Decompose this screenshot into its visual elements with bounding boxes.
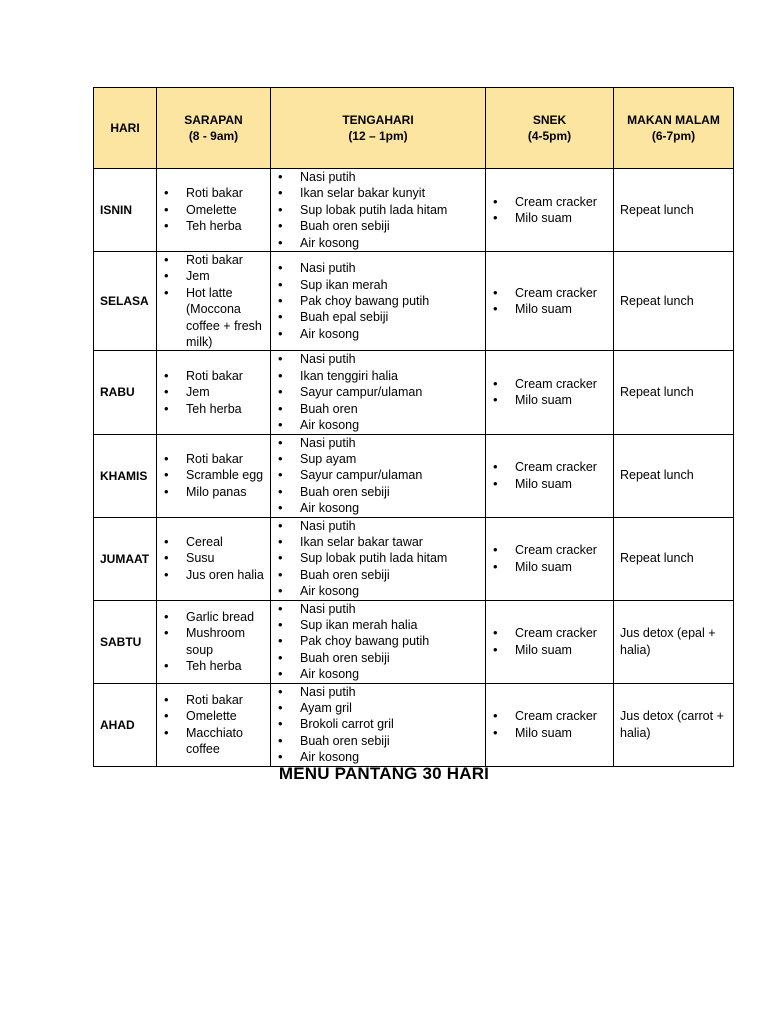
tengahari-cell bbox=[271, 434, 486, 517]
day-cell: SELASA bbox=[94, 252, 157, 351]
snek-list bbox=[486, 285, 613, 318]
tengahari-cell bbox=[271, 351, 486, 434]
sarapan-cell bbox=[157, 434, 271, 517]
list-item: • Hot latte (Moccona coffee + fresh milk) bbox=[157, 285, 266, 351]
table-row bbox=[94, 683, 734, 766]
sarapan-cell bbox=[157, 169, 271, 252]
tengahari-list bbox=[271, 435, 485, 517]
list-item: • Nasi putih bbox=[271, 435, 481, 451]
list-item: • Sayur campur/ulaman bbox=[271, 384, 481, 400]
list-item: • Nasi putih bbox=[271, 518, 481, 534]
list-item: • Teh herba bbox=[157, 658, 266, 674]
list-item: • Milo suam bbox=[486, 725, 609, 741]
snek-list bbox=[486, 459, 613, 492]
tengahari-list bbox=[271, 601, 485, 683]
sarapan-list bbox=[157, 534, 270, 583]
list-item: • Jus oren halia bbox=[157, 567, 266, 583]
snek-cell bbox=[486, 434, 614, 517]
tengahari-list bbox=[271, 684, 485, 766]
tengahari-cell bbox=[271, 600, 486, 683]
list-item: • Cream cracker bbox=[486, 625, 609, 641]
list-item: • Milo suam bbox=[486, 210, 609, 226]
tengahari-list bbox=[271, 260, 485, 342]
list-item: • Milo suam bbox=[486, 301, 609, 317]
snek-cell bbox=[486, 683, 614, 766]
snek-list bbox=[486, 542, 613, 575]
table-row bbox=[94, 434, 734, 517]
header-tengahari-time: (12 – 1pm) bbox=[348, 129, 408, 143]
header-tengahari-label: TENGAHARI bbox=[342, 113, 414, 127]
list-item: • Roti bakar bbox=[157, 368, 266, 384]
list-item: • Ayam gril bbox=[271, 700, 481, 716]
makan-malam-cell: Jus detox (epal + halia) bbox=[614, 600, 734, 683]
snek-list bbox=[486, 625, 613, 658]
list-item: • Cream cracker bbox=[486, 542, 609, 558]
list-item: • Nasi putih bbox=[271, 169, 481, 185]
list-item: • Milo suam bbox=[486, 559, 609, 575]
table-row bbox=[94, 351, 734, 434]
sarapan-list bbox=[157, 368, 270, 417]
header-snek bbox=[486, 88, 614, 169]
header-makan-malam bbox=[614, 88, 734, 169]
list-item: • Cream cracker bbox=[486, 708, 609, 724]
list-item: • Cereal bbox=[157, 534, 266, 550]
list-item: • Cream cracker bbox=[486, 285, 609, 301]
list-item: • Nasi putih bbox=[271, 260, 481, 276]
sarapan-cell bbox=[157, 600, 271, 683]
list-item: • Buah oren bbox=[271, 401, 481, 417]
list-item: • Milo suam bbox=[486, 476, 609, 492]
makan-malam-cell: Jus detox (carrot + halia) bbox=[614, 683, 734, 766]
snek-list bbox=[486, 376, 613, 409]
list-item: • Milo panas bbox=[157, 484, 266, 500]
day-cell: AHAD bbox=[94, 683, 157, 766]
list-item: • Sup ayam bbox=[271, 451, 481, 467]
list-item: • Brokoli carrot gril bbox=[271, 716, 481, 732]
header-tengahari bbox=[271, 88, 486, 169]
list-item: • Macchiato coffee bbox=[157, 725, 266, 758]
list-item: • Sup ikan merah bbox=[271, 277, 481, 293]
list-item: • Buah oren sebiji bbox=[271, 218, 481, 234]
list-item: • Air kosong bbox=[271, 500, 481, 516]
list-item: • Air kosong bbox=[271, 417, 481, 433]
list-item: • Buah oren sebiji bbox=[271, 733, 481, 749]
makan-malam-cell: Repeat lunch bbox=[614, 517, 734, 600]
list-item: • Milo suam bbox=[486, 642, 609, 658]
list-item: • Air kosong bbox=[271, 326, 481, 342]
list-item: • Jem bbox=[157, 384, 266, 400]
list-item: • Jem bbox=[157, 268, 266, 284]
list-item: • Air kosong bbox=[271, 235, 481, 251]
list-item: • Sayur campur/ulaman bbox=[271, 467, 481, 483]
list-item: • Teh herba bbox=[157, 401, 266, 417]
list-item: • Ikan selar bakar kunyit bbox=[271, 185, 481, 201]
tengahari-list bbox=[271, 351, 485, 433]
list-item: • Buah oren sebiji bbox=[271, 484, 481, 500]
list-item: • Nasi putih bbox=[271, 684, 481, 700]
snek-cell bbox=[486, 600, 614, 683]
sarapan-list bbox=[157, 609, 270, 675]
table-row bbox=[94, 169, 734, 252]
list-item: • Nasi putih bbox=[271, 601, 481, 617]
list-item: • Omelette bbox=[157, 708, 266, 724]
list-item: • Sup lobak putih lada hitam bbox=[271, 550, 481, 566]
sarapan-list bbox=[157, 185, 270, 234]
day-cell: ISNIN bbox=[94, 169, 157, 252]
table-header-row bbox=[94, 88, 734, 169]
list-item: • Ikan selar bakar tawar bbox=[271, 534, 481, 550]
list-item: • Scramble egg bbox=[157, 467, 266, 483]
day-cell: JUMAAT bbox=[94, 517, 157, 600]
tengahari-list bbox=[271, 518, 485, 600]
tengahari-cell bbox=[271, 169, 486, 252]
meal-plan-table bbox=[93, 87, 734, 767]
tengahari-list bbox=[271, 169, 485, 251]
list-item: • Cream cracker bbox=[486, 194, 609, 210]
header-hari: HARI bbox=[94, 88, 157, 169]
list-item: • Buah oren sebiji bbox=[271, 650, 481, 666]
sarapan-list bbox=[157, 451, 270, 500]
sarapan-list bbox=[157, 692, 270, 758]
document-title: MENU PANTANG 30 HARI bbox=[278, 764, 490, 783]
list-item: • Cream cracker bbox=[486, 459, 609, 475]
day-cell: RABU bbox=[94, 351, 157, 434]
list-item: • Pak choy bawang putih bbox=[271, 293, 481, 309]
table-body bbox=[94, 169, 734, 767]
header-snek-time: (4-5pm) bbox=[527, 129, 572, 143]
list-item: • Milo suam bbox=[486, 392, 609, 408]
header-makan-malam-label: MAKAN MALAM bbox=[627, 113, 720, 127]
list-item: • Teh herba bbox=[157, 218, 266, 234]
sarapan-list bbox=[157, 252, 270, 350]
sarapan-cell bbox=[157, 252, 271, 351]
list-item: • Pak choy bawang putih bbox=[271, 633, 481, 649]
makan-malam-cell: Repeat lunch bbox=[614, 169, 734, 252]
snek-list bbox=[486, 194, 613, 227]
snek-list bbox=[486, 708, 613, 741]
list-item: • Air kosong bbox=[271, 666, 481, 682]
list-item: • Garlic bread bbox=[157, 609, 266, 625]
list-item: • Air kosong bbox=[271, 749, 481, 765]
header-snek-label: SNEK bbox=[532, 113, 567, 127]
list-item: • Buah oren sebiji bbox=[271, 567, 481, 583]
list-item: • Susu bbox=[157, 550, 266, 566]
sarapan-cell bbox=[157, 517, 271, 600]
header-makan-malam-time: (6-7pm) bbox=[651, 129, 696, 143]
header-sarapan-time: (8 - 9am) bbox=[188, 129, 239, 143]
tengahari-cell bbox=[271, 252, 486, 351]
tengahari-cell bbox=[271, 517, 486, 600]
makan-malam-cell: Repeat lunch bbox=[614, 351, 734, 434]
list-item: • Air kosong bbox=[271, 583, 481, 599]
makan-malam-cell: Repeat lunch bbox=[614, 434, 734, 517]
list-item: • Sup ikan merah halia bbox=[271, 617, 481, 633]
sarapan-cell bbox=[157, 351, 271, 434]
list-item: • Sup lobak putih lada hitam bbox=[271, 202, 481, 218]
list-item: • Ikan tenggiri halia bbox=[271, 368, 481, 384]
list-item: • Roti bakar bbox=[157, 252, 266, 268]
makan-malam-cell: Repeat lunch bbox=[614, 252, 734, 351]
tengahari-cell bbox=[271, 683, 486, 766]
list-item: • Roti bakar bbox=[157, 451, 266, 467]
table-row bbox=[94, 600, 734, 683]
snek-cell bbox=[486, 517, 614, 600]
day-cell: SABTU bbox=[94, 600, 157, 683]
list-item: • Roti bakar bbox=[157, 185, 266, 201]
list-item: • Omelette bbox=[157, 202, 266, 218]
sarapan-cell bbox=[157, 683, 271, 766]
snek-cell bbox=[486, 252, 614, 351]
list-item: • Roti bakar bbox=[157, 692, 266, 708]
header-sarapan bbox=[157, 88, 271, 169]
list-item: • Mushroom soup bbox=[157, 625, 266, 658]
list-item: • Buah epal sebiji bbox=[271, 309, 481, 325]
table-row bbox=[94, 517, 734, 600]
table-row bbox=[94, 252, 734, 351]
snek-cell bbox=[486, 169, 614, 252]
snek-cell bbox=[486, 351, 614, 434]
list-item: • Cream cracker bbox=[486, 376, 609, 392]
day-cell: KHAMIS bbox=[94, 434, 157, 517]
header-sarapan-label: SARAPAN bbox=[184, 113, 243, 127]
list-item: • Nasi putih bbox=[271, 351, 481, 367]
